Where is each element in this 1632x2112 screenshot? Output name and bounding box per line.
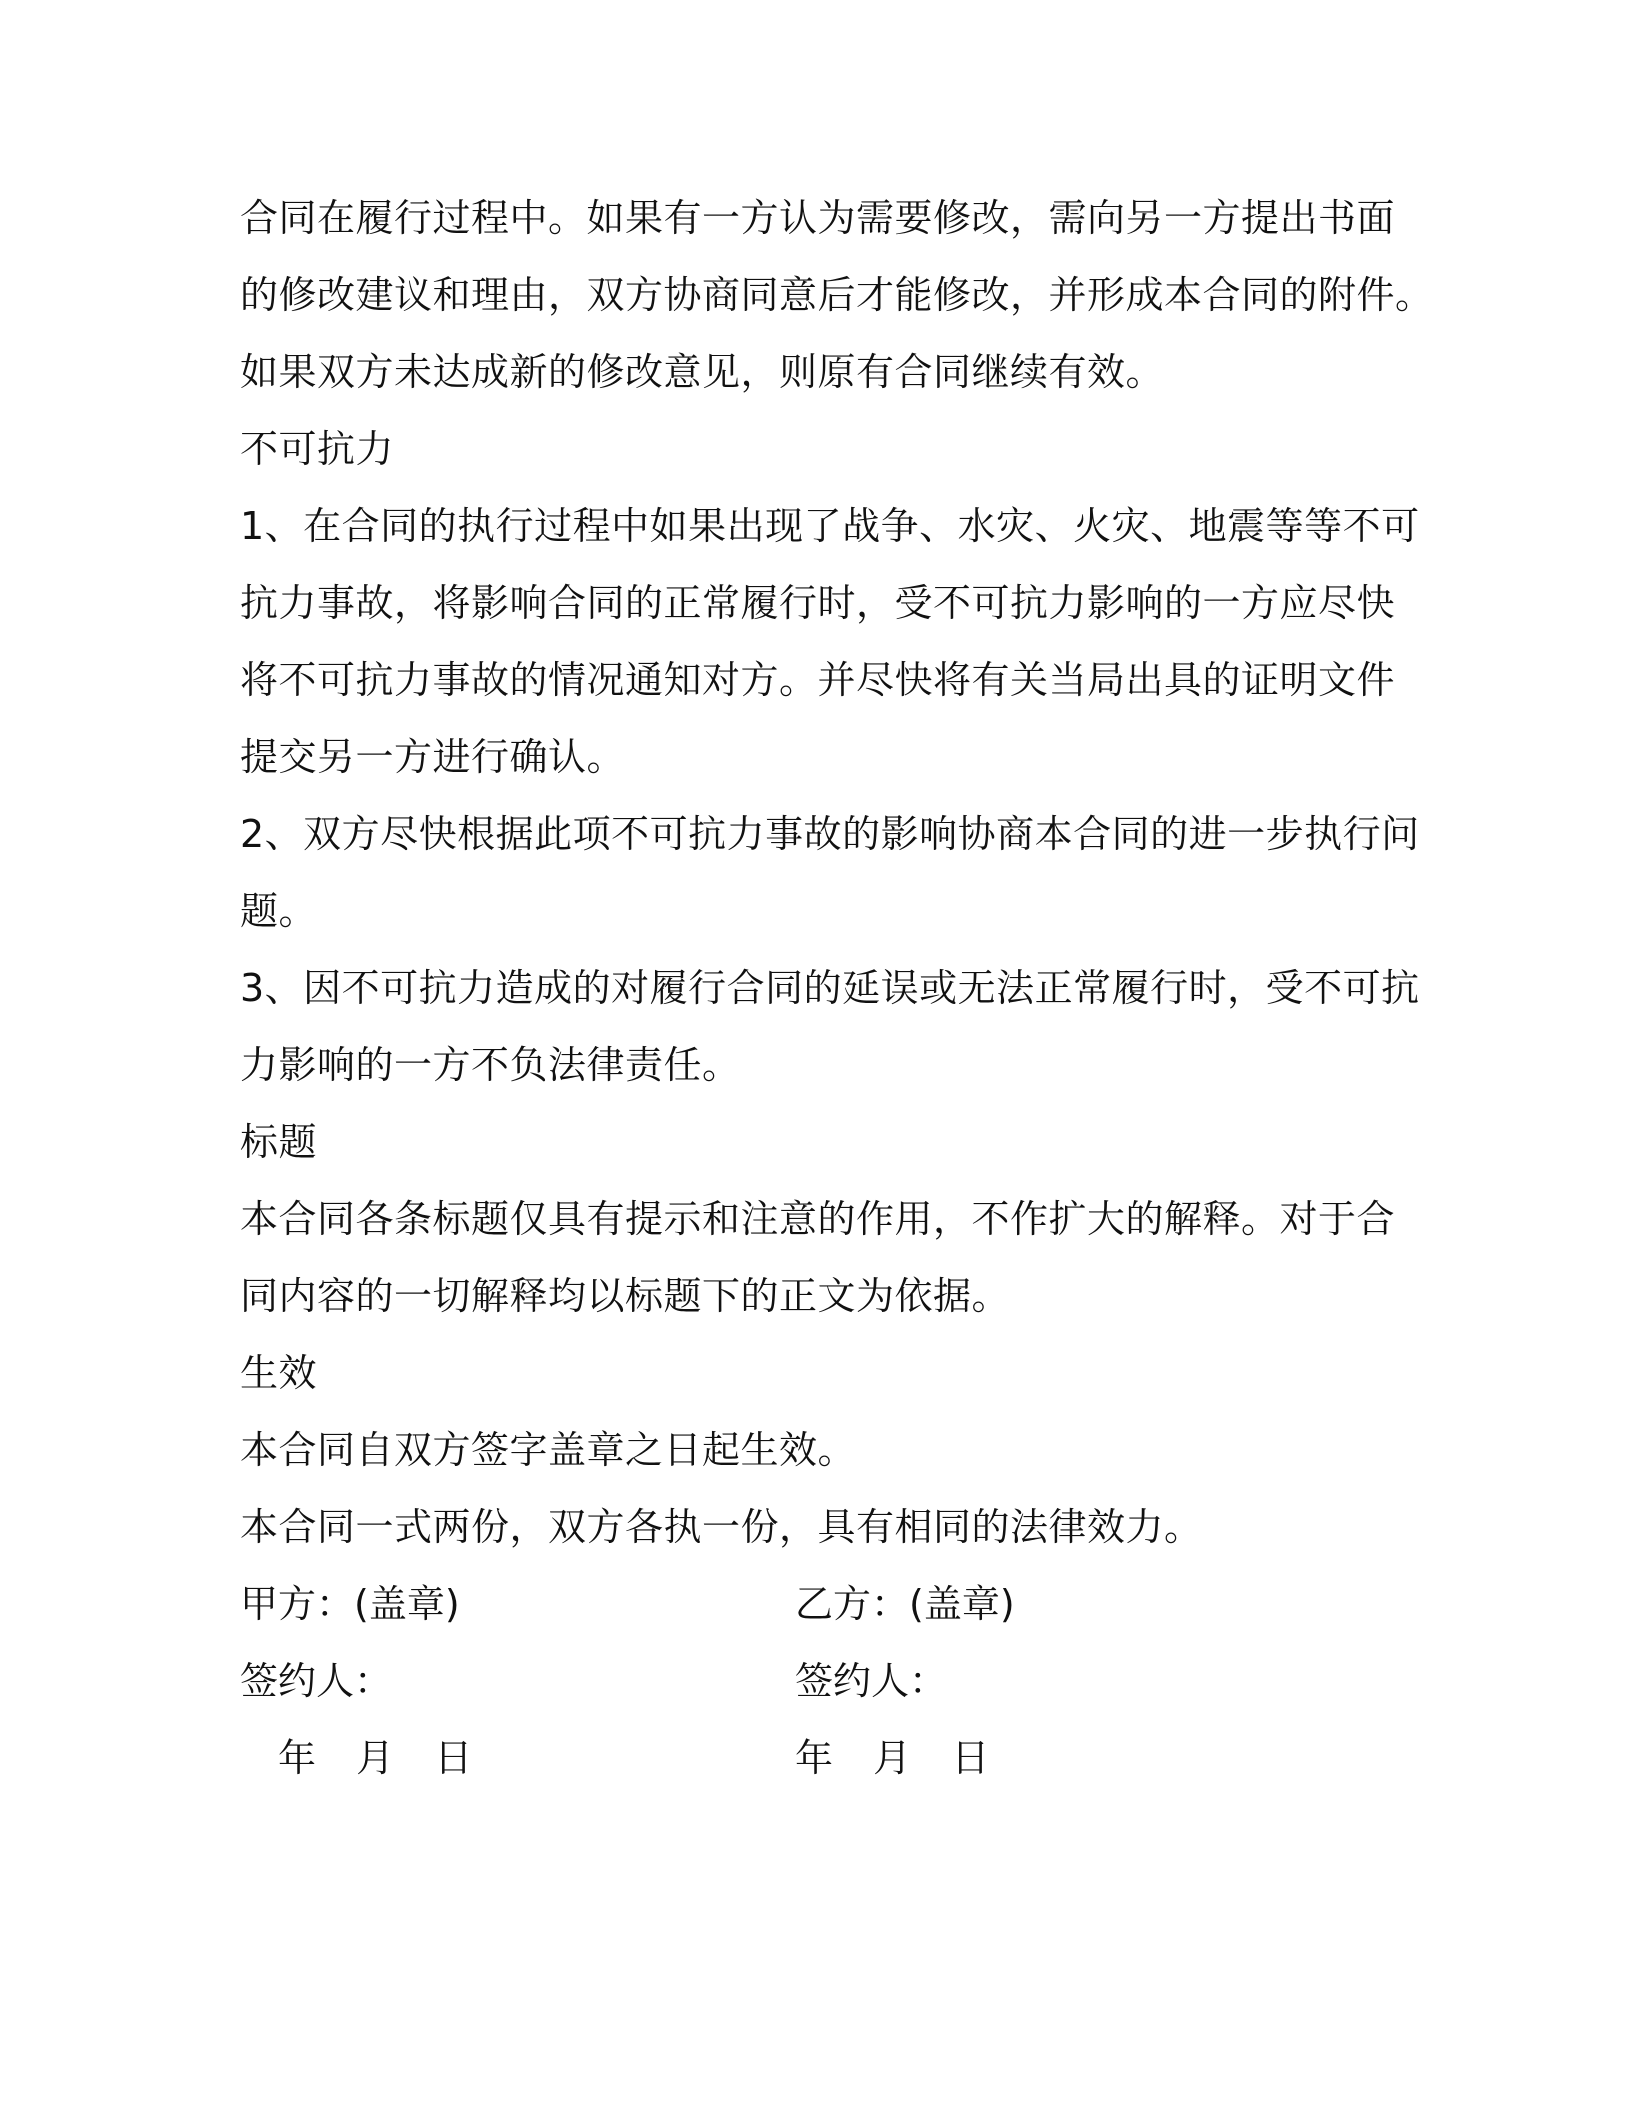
paragraph-line: 如果双方未达成新的修改意见，则原有合同继续有效。 (240, 350, 1165, 394)
date-a: 年 月 日 (278, 1736, 473, 1780)
paragraph-line: 本合同各条标题仅具有提示和注意的作用，不作扩大的解释。对于合 (240, 1197, 1396, 1241)
contract-body (240, 180, 1434, 1797)
paragraph-line: 的修改建议和理由，双方协商同意后才能修改，并形成本合同的附件。 (240, 273, 1434, 317)
clause-line: 抗力事故，将影响合同的正常履行时，受不可抗力影响的一方应尽快 (240, 581, 1396, 625)
clause-line: 1、在合同的执行过程中如果出现了战争、水灾、火灾、地震等等不可 (240, 504, 1420, 548)
clause-line: 力影响的一方不负法律责任。 (240, 1043, 741, 1087)
clause-line: 提交另一方进行确认。 (240, 735, 626, 779)
section-heading-titles: 标题 (240, 1120, 318, 1164)
paragraph-line: 同内容的一切解释均以标题下的正文为依据。 (240, 1274, 1011, 1318)
signer-b-label: 签约人： (795, 1659, 948, 1703)
party-b-label: 乙方：(盖章) (795, 1582, 1015, 1626)
date-row (240, 1720, 1390, 1797)
clause-line: 3、因不可抗力造成的对履行合同的延误或无法正常履行时，受不可抗 (240, 966, 1420, 1010)
section-heading-force-majeure: 不可抗力 (240, 427, 395, 471)
paragraph-line: 合同在履行过程中。如果有一方认为需要修改，需向另一方提出书面 (240, 196, 1396, 240)
section-heading-effectiveness: 生效 (240, 1351, 318, 1395)
paragraph-line: 本合同自双方签字盖章之日起生效。 (240, 1428, 857, 1472)
paragraph-line: 本合同一式两份，双方各执一份，具有相同的法律效力。 (240, 1505, 1203, 1549)
date-b: 年 月 日 (795, 1736, 990, 1780)
party-row (240, 1566, 1390, 1643)
signer-a-label: 签约人： (240, 1659, 393, 1703)
clause-line: 题。 (240, 889, 318, 933)
signer-row (240, 1643, 1390, 1720)
clause-line: 2、双方尽快根据此项不可抗力事故的影响协商本合同的进一步执行问 (240, 812, 1420, 856)
party-a-label: 甲方：(盖章) (240, 1582, 460, 1626)
clause-line: 将不可抗力事故的情况通知对方。并尽快将有关当局出具的证明文件 (240, 658, 1396, 702)
